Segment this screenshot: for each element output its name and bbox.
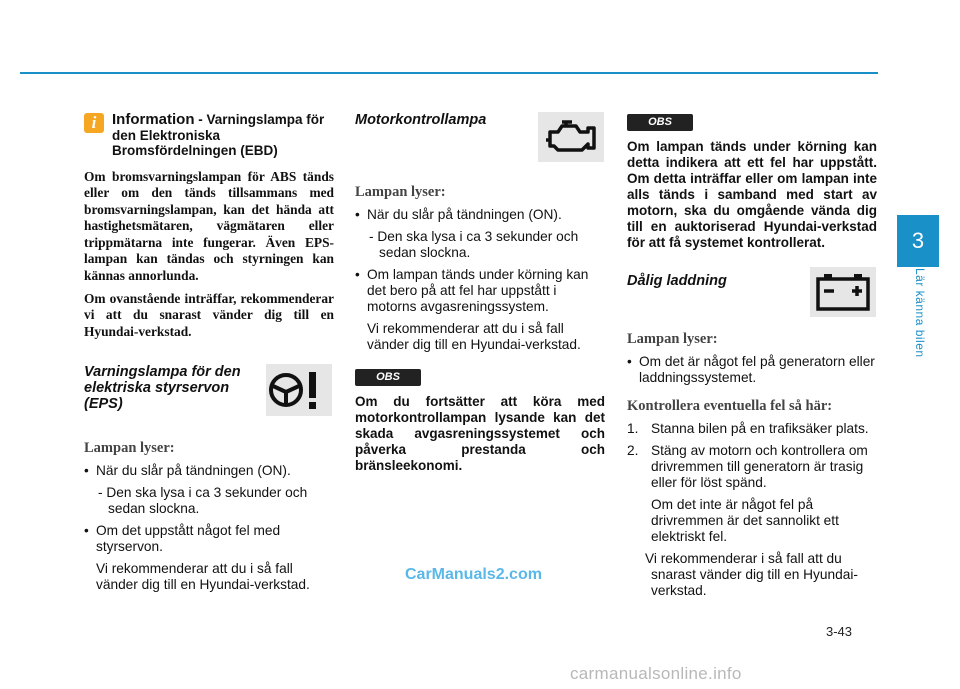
column-2 [355, 112, 605, 474]
step-2-number: 2. [627, 443, 639, 458]
step-2 [627, 443, 877, 491]
eps-section-header [84, 364, 334, 424]
engine-section-header [355, 112, 605, 168]
eps-title: Varningslampa för den elektriska styrservon (EPS) [84, 364, 241, 413]
engine-obs-text: Om du fortsätter att köra med motorkontrollampan lysande kan det skada avgasreningssystemet och påverka prestanda och bränsleekonomi. [355, 394, 605, 473]
info-paragraph-1: Om bromsvarningslampan för ABS tänds eller om den tänds tillsammans med bromsvarningslampan, kan det hända att hastighetsmätaren, vägmätaren eller trippmätarna inte fungerar. Även EPS-lampan kan tändas och styrningen kan kännas annorlunda. [84, 168, 334, 284]
eps-bullet-1-sub: - Den ska lysa i ca 3 sekunder och sedan slockna. [98, 485, 308, 517]
engine-bullet-2-note: Vi rekommenderar att du i så fall vänder dig till en Hyundai-verkstad. [367, 321, 581, 352]
column-3 [627, 112, 877, 605]
eps-bullet-2-note: Vi rekommenderar att du i så fall vänder dig till en Hyundai-verkstad. [96, 561, 310, 593]
obs-badge: OBS [627, 114, 693, 131]
info-paragraph-2: Om ovanstående inträffar, rekommenderar vi att du snarast vänder dig till en Hyundai-verkstad. [84, 290, 334, 339]
step-2-note-1: Om det inte är något fel på drivremmen är det sannolikt ett elektriskt fel. [651, 497, 839, 544]
column-1 [84, 112, 334, 599]
step-1 [627, 421, 877, 437]
obs-badge: OBS [355, 369, 421, 386]
battery-icon [810, 267, 876, 317]
warning-obs-text: Om lampan tänds under körning kan detta indikera att ett fel har uppstått. Om detta inträffar eller om lampan inte alls tänds i samband med start av motorn, ska du omgående vända dig till en auktoriserad Hyundai-verkstad för att få systemet kontrollerat. [627, 139, 877, 250]
steering-warning-icon [266, 364, 332, 416]
engine-bullet-1: • När du slår på tändningen (ON). [355, 207, 605, 223]
info-heading [84, 112, 334, 159]
eps-bullet-2: • Om det uppstått något fel med styrservon. [84, 523, 334, 555]
watermark: CarManuals2.com [405, 566, 542, 583]
engine-icon [538, 112, 604, 162]
engine-bullet-1-sub: - Den ska lysa i ca 3 sekunder och sedan slockna. [369, 229, 579, 260]
eps-lampan-heading: Lampan lyser: [84, 440, 175, 457]
engine-lampan-heading: Lampan lyser: [355, 184, 446, 200]
chapter-label-text: Lär känna bilen [913, 268, 927, 358]
charging-title: Dålig laddning [627, 273, 727, 289]
engine-title: Motorkontrollampa [355, 112, 487, 128]
info-subtitle: - Varningslampa för den Elektroniska Bromsfördelningen (EBD) [112, 112, 325, 158]
chapter-tab: 3 [897, 215, 939, 267]
step-2-note-2: Vi rekommenderar i så fall att du snarast vänder dig till en Hyundai-verkstad. [645, 551, 858, 598]
charging-section-header [627, 273, 877, 323]
header-rule [20, 72, 878, 74]
charging-lampan-heading: Lampan lyser: [627, 331, 718, 347]
eps-bullet-1: • När du slår på tändningen (ON). [84, 463, 334, 479]
info-icon: i [84, 113, 104, 133]
step-1-number: 1. [627, 421, 639, 436]
watermark-bottom: carmanualsonline.info [570, 664, 742, 683]
step-2-text: Stäng av motorn och kontrollera om drivremmen till generatorn är trasig eller för löst spänd. [651, 443, 868, 490]
step-1-text: Stanna bilen på en trafiksäker plats. [651, 421, 869, 436]
page-number: 3-43 [826, 624, 853, 639]
info-title: Information [112, 111, 195, 128]
charging-bullet-1: • Om det är något fel på generatorn eller laddningssystemet. [627, 354, 877, 386]
check-heading: Kontrollera eventuella fel så här: [627, 398, 833, 414]
engine-bullet-2: • Om lampan tänds under körning kan det bero på att fel har uppstått i motorns avgasreningssystem. [355, 267, 605, 315]
chapter-label [913, 268, 927, 368]
